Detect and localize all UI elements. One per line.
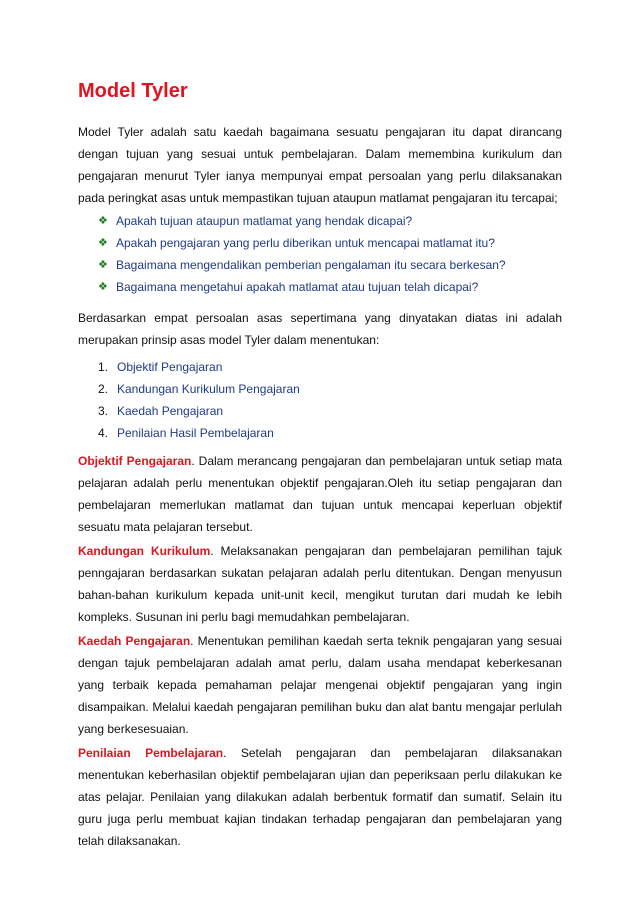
list-item: 4. Penilaian Hasil Pembelajaran <box>98 426 274 440</box>
list-item: ❖ Bagaimana mengetahui apakah matlamat atau tujuan telah dicapai? <box>98 276 506 298</box>
list-item: ❖ Apakah tujuan ataupun matlamat yang hendak dicapai? <box>98 210 506 232</box>
section-objektif <box>78 450 562 538</box>
diamond-bullet-icon: ❖ <box>98 259 108 271</box>
section-heading: Kandungan Kurikulum <box>78 544 211 558</box>
diamond-bullet-icon: ❖ <box>98 281 108 293</box>
section-body: . Menentukan pemilihan kaedah serta teknik pengajaran yang sesuai dengan tajuk pembelajaran adalah amat perlu, dalam usaha mendapat keberkesanan yang terbaik kepada pemahaman pelajar mengenai objektif pengajaran yang ingin disampaikan. Melalui kaedah pengajaran pemilihan buku dan alat bantu mengajar perlulah yang berkesesuaian. <box>78 634 563 736</box>
section-penilaian <box>78 742 562 852</box>
section-heading: Objektif Pengajaran <box>78 454 192 468</box>
list-item: 2. Kandungan Kurikulum Pengajaran <box>98 382 300 396</box>
section-body: . Melaksanakan pengajaran dan pembelajaran pemilihan tajuk penngajaran berdasarkan sukatan pelajaran adalah perlu ditentukan. Dengan menyusun bahan-bahan kurikulum kepada unit-unit kecil, mengikut turutan dari mudah ke lebih kompleks. Susunan ini perlu bagi memudahkan pembelajaran. <box>78 544 563 624</box>
principles-intro-paragraph: Berdasarkan empat persoalan asas sepertimana yang dinyatakan diatas ini adalah merupakan prinsip asas model Tyler dalam menentukan: <box>78 311 562 347</box>
diamond-bullet-icon: ❖ <box>98 215 108 227</box>
section-kandungan <box>78 540 562 628</box>
list-item: ❖ Bagaimana mengendalikan pemberian pengalaman itu secara berkesan? <box>98 254 506 276</box>
page-title: Model Tyler <box>78 80 188 102</box>
list-item: ❖ Apakah pengajaran yang perlu diberikan untuk mencapai matlamat itu? <box>98 232 506 254</box>
section-body: . Dalam merancang pengajaran dan pembelajaran untuk setiap mata pelajaran adalah perlu menentukan objektif pengajaran.Oleh itu setiap pengajaran dan pembelajaran memerlukan matlamat dan tujuan untuk mencapai keperluan objektif sesuatu mata pelajaran tersebut. <box>78 454 563 534</box>
intro-paragraph: Model Tyler adalah satu kaedah bagaimana sesuatu pengajaran itu dapat dirancang dengan tujuan yang sesuai untuk pembelajaran. Dalam memembina kurikulum dan pengajaran menurut Tyler ianya mempunyai empat persoalan yang perlu dilaksanakan pada peringkat asas untuk mempastikan tujuan ataupun matlamat pengajaran itu tercapai; <box>78 125 562 205</box>
section-kaedah <box>78 630 562 740</box>
section-heading: Penilaian Pembelajaran <box>78 746 224 760</box>
section-heading: Kaedah Pengajaran <box>78 634 191 648</box>
questions-list <box>98 210 506 298</box>
principles-list <box>98 356 300 444</box>
list-item: 3. Kaedah Pengajaran <box>98 404 224 418</box>
section-body: . Setelah pengajaran dan pembelajaran dilaksanakan menentukan keberhasilan objektif pembelajaran ujian dan peperiksaan perlu dilakukan ke atas pelajar. Penilaian yang dilakukan adalah berbentuk formatif dan sumatif. Selain itu guru juga perlu membuat kajian tindakan terhadap pengajaran dan pembelajaran yang telah dilaksanakan. <box>78 746 563 848</box>
list-item: 1. Objektif Pengajaran <box>98 360 223 374</box>
diamond-bullet-icon: ❖ <box>98 237 108 249</box>
